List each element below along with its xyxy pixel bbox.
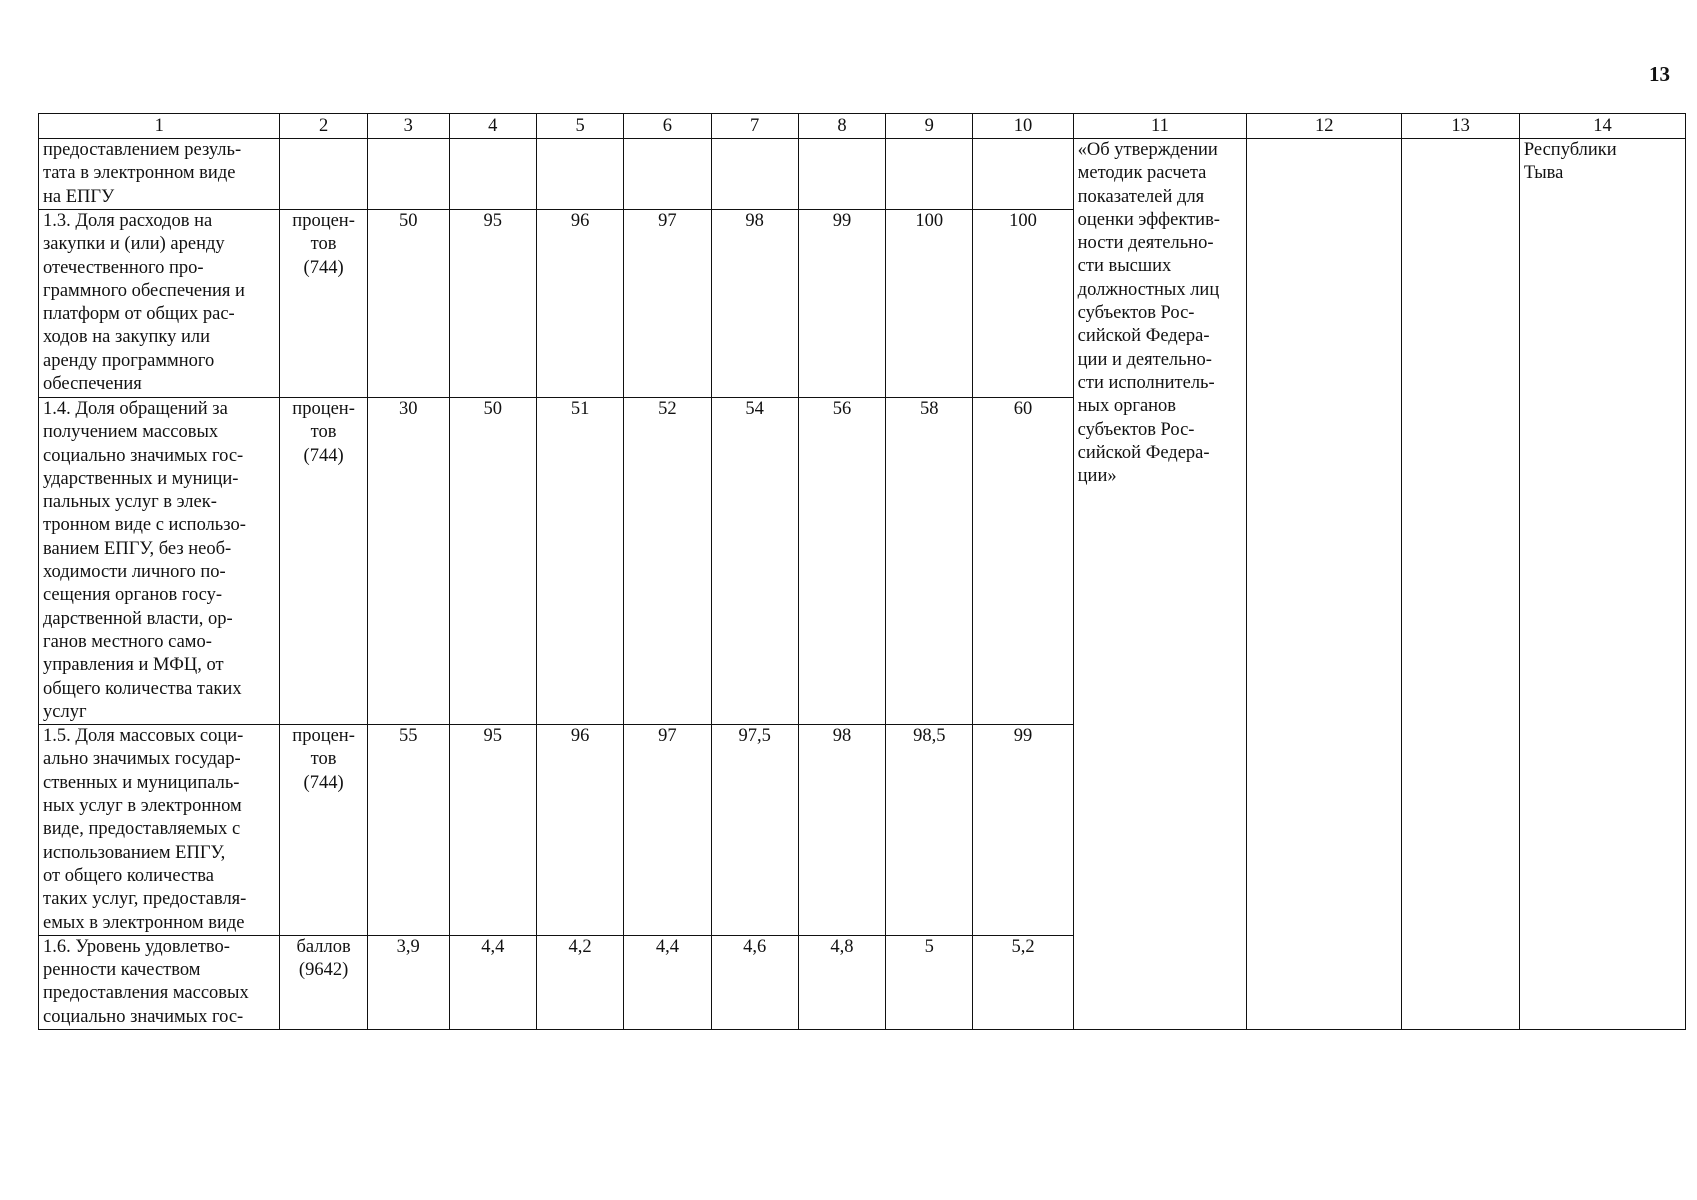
value-cell — [973, 139, 1073, 210]
column-13-cell — [1402, 139, 1519, 1030]
value-cell — [624, 139, 711, 210]
indicator-unit: процен- тов (744) — [280, 398, 367, 725]
indicator-name: 1.5. Доля массовых соци- ально значимых государ- ственных и муниципаль- ных услуг в электронном виде, предоставляемых с использованием ЕПГУ, от общего количества таких услуг, предоставля- емых в электронном виде — [39, 725, 280, 936]
value-cell: 58 — [886, 398, 973, 725]
value-cell: 100 — [886, 210, 973, 398]
page-number: 13 — [1649, 62, 1670, 86]
value-cell: 95 — [449, 725, 536, 936]
value-cell: 3,9 — [367, 935, 449, 1029]
value-cell: 97 — [624, 725, 711, 936]
indicator-name: 1.3. Доля расходов на закупки и (или) аренду отечественного про- граммного обеспечения и платформ от общих рас- ходов на закупку или аренду программного обеспечения — [39, 210, 280, 398]
header-col-14: 14 — [1519, 114, 1685, 139]
value-cell: 54 — [711, 398, 798, 725]
header-col-1: 1 — [39, 114, 280, 139]
value-cell: 98,5 — [886, 725, 973, 936]
indicator-unit: процен- тов (744) — [280, 210, 367, 398]
value-cell — [886, 139, 973, 210]
header-col-12: 12 — [1247, 114, 1402, 139]
value-cell: 96 — [536, 725, 623, 936]
header-col-3: 3 — [367, 114, 449, 139]
indicator-unit — [280, 139, 367, 210]
value-cell: 98 — [711, 210, 798, 398]
value-cell: 98 — [798, 725, 885, 936]
header-col-6: 6 — [624, 114, 711, 139]
header-col-4: 4 — [449, 114, 536, 139]
value-cell: 95 — [449, 210, 536, 398]
header-col-2: 2 — [280, 114, 367, 139]
indicator-name: 1.4. Доля обращений за получением массовых социально значимых гос- ударственных и муници- пальных услуг в элек- тронном виде с использо- ванием ЕПГУ, без необ- ходимости личного по- сещения органов госу- дарственной власти, ор- ганов местного само- управления и МФЦ, от общего количества таких услуг — [39, 398, 280, 725]
value-cell: 50 — [449, 398, 536, 725]
value-cell: 30 — [367, 398, 449, 725]
header-col-11: 11 — [1073, 114, 1247, 139]
region-cell: Республики Тыва — [1519, 139, 1685, 1030]
value-cell: 4,6 — [711, 935, 798, 1029]
value-cell: 97 — [624, 210, 711, 398]
header-col-5: 5 — [536, 114, 623, 139]
value-cell: 5 — [886, 935, 973, 1029]
indicator-name: 1.6. Уровень удовлетво- ренности качеством предоставления массовых социально значимых гос- — [39, 935, 280, 1029]
value-cell: 4,2 — [536, 935, 623, 1029]
value-cell — [711, 139, 798, 210]
indicator-name: предоставлением резуль- тата в электронном виде на ЕПГУ — [39, 139, 280, 210]
value-cell: 97,5 — [711, 725, 798, 936]
value-cell: 99 — [798, 210, 885, 398]
value-cell — [798, 139, 885, 210]
value-cell: 55 — [367, 725, 449, 936]
header-col-13: 13 — [1402, 114, 1519, 139]
header-col-9: 9 — [886, 114, 973, 139]
indicator-unit: баллов (9642) — [280, 935, 367, 1029]
value-cell: 100 — [973, 210, 1073, 398]
indicator-table — [38, 113, 1686, 1030]
value-cell — [449, 139, 536, 210]
value-cell: 56 — [798, 398, 885, 725]
value-cell: 52 — [624, 398, 711, 725]
header-col-7: 7 — [711, 114, 798, 139]
indicator-unit: процен- тов (744) — [280, 725, 367, 936]
value-cell — [536, 139, 623, 210]
value-cell: 96 — [536, 210, 623, 398]
header-col-8: 8 — [798, 114, 885, 139]
header-col-10: 10 — [973, 114, 1073, 139]
table-row — [39, 139, 1686, 210]
value-cell: 4,4 — [449, 935, 536, 1029]
value-cell — [367, 139, 449, 210]
value-cell: 60 — [973, 398, 1073, 725]
value-cell: 99 — [973, 725, 1073, 936]
value-cell: 4,4 — [624, 935, 711, 1029]
header-row — [39, 114, 1686, 139]
value-cell: 51 — [536, 398, 623, 725]
regulation-reference: «Об утверждении методик расчета показателей для оценки эффектив- ности деятельно- сти высших должностных лиц субъектов Рос- сийской Федера- ции и деятельно- сти исполнитель- ных органов субъектов Рос- сийской Федера- ции» — [1073, 139, 1247, 1030]
value-cell: 4,8 — [798, 935, 885, 1029]
value-cell: 5,2 — [973, 935, 1073, 1029]
value-cell: 50 — [367, 210, 449, 398]
column-12-cell — [1247, 139, 1402, 1030]
